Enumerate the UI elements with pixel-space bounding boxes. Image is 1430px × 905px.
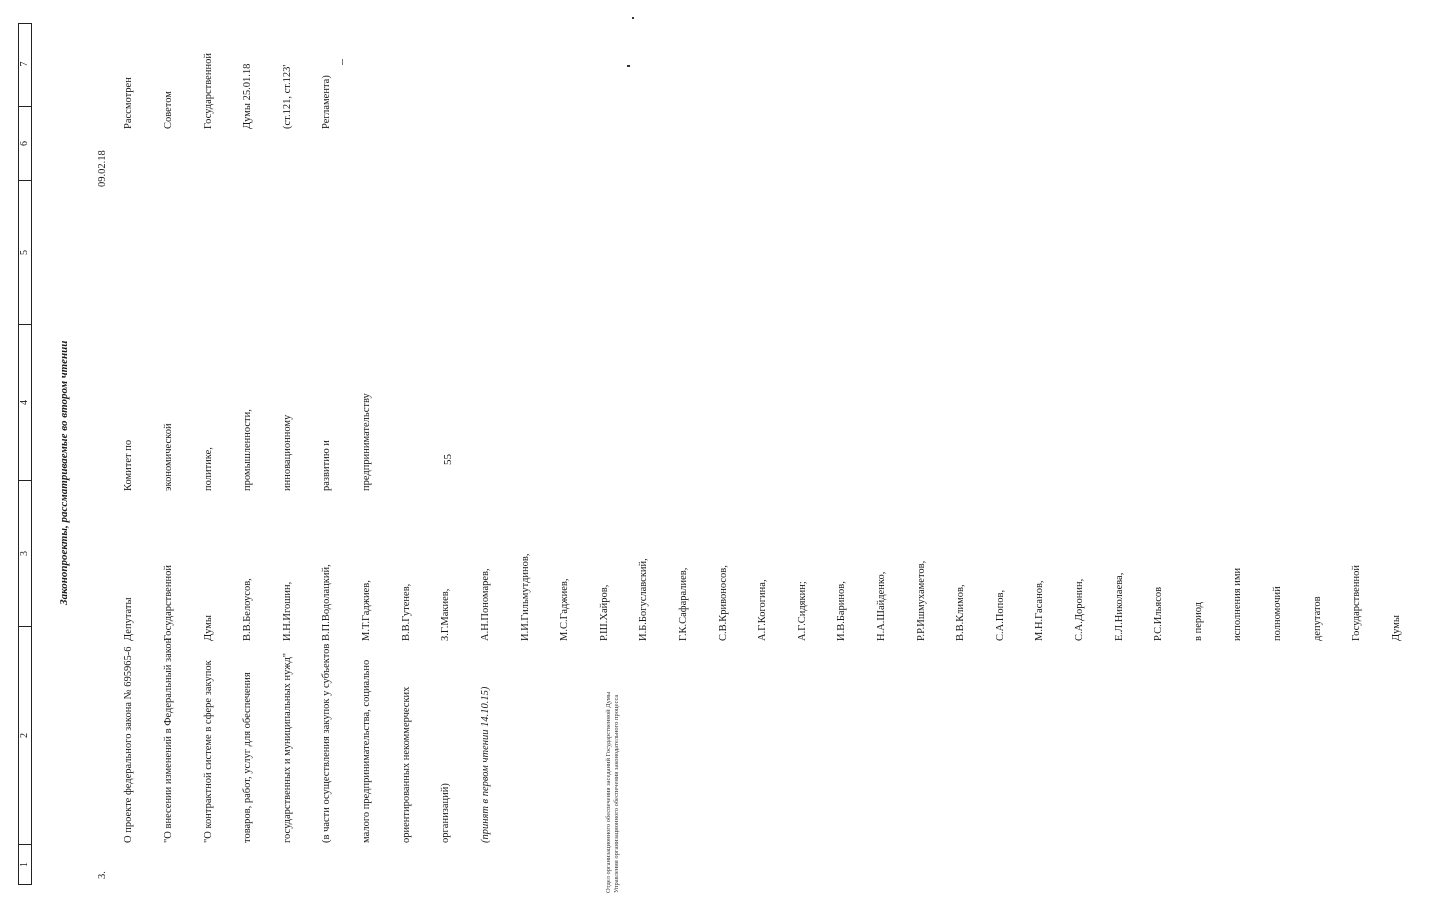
initiator-line: Н.А.Шайденко, <box>875 571 887 641</box>
row-number: 3. <box>97 871 108 879</box>
initiator-line: И.Б.Богуславский, <box>638 558 650 641</box>
committee-line: политике, <box>202 447 214 491</box>
status-line: (ст.121, ст.123' <box>281 64 293 129</box>
initiator-line: И.И.Гильмутдинов, <box>519 553 531 641</box>
initiator-line: С.В.Кривоносов, <box>717 565 729 641</box>
status-line: Государственной <box>202 53 214 129</box>
page-number: 55 <box>442 454 454 465</box>
initiator-line: И.В.Баринов, <box>836 581 848 641</box>
table-header-row <box>18 23 32 885</box>
status-line: Регламента) <box>321 75 333 129</box>
scan-speck <box>632 17 634 19</box>
bill-title-line: организаций) <box>440 783 452 843</box>
bill-title-line: О проекте федерального закона № 695965-6 <box>123 646 135 843</box>
status-note <box>96 53 360 129</box>
bill-title-line: (в части осуществления закупок у субъектов <box>321 643 333 843</box>
initiator-line: Р.Р.Ишмухаметов, <box>915 560 927 641</box>
initiator-line: Думы <box>202 615 214 641</box>
consideration-date: 09.02.18 <box>97 150 108 187</box>
initiator-line: Думы <box>1390 615 1402 641</box>
status-line: Советом <box>163 91 175 129</box>
committee-line: экономической <box>163 423 175 491</box>
committee-line: инновационному <box>281 414 293 491</box>
initiator-line: Р.Ш.Хайров, <box>598 584 610 641</box>
initiator-line: Государственной <box>163 565 175 641</box>
header-col-7: 7 <box>19 61 30 67</box>
initiator-line: И.Н.Игошин, <box>281 581 293 641</box>
header-col-2: 2 <box>19 626 31 844</box>
committee-line: промышленности, <box>242 409 254 491</box>
responsible-committee <box>96 393 400 491</box>
footer-line: Управления организационного обеспечения законодательного процесса <box>613 694 620 893</box>
header-col-3: 3 <box>19 480 31 626</box>
initiator-line: М.Т.Гаджиев, <box>361 580 373 641</box>
footer-line: Отдел организационного обеспечения заседаний Государственной Думы <box>605 691 612 893</box>
initiator-line: в период <box>1192 601 1204 641</box>
bill-title-line: государственных и муниципальных нужд" <box>281 652 293 843</box>
header-col-1: 1 <box>19 844 31 884</box>
initiator-line: С.А.Доронин, <box>1074 578 1086 641</box>
scan-speck <box>627 65 630 67</box>
initiator-line: Е.Л.Николаева, <box>1113 572 1125 641</box>
header-col-6: 6 <box>19 106 31 180</box>
header-col-4: 4 <box>19 324 31 480</box>
initiator-line: В.В.Белоусов, <box>242 578 254 641</box>
bill-title-line: "О контрактной системе в сфере закупок <box>202 660 214 843</box>
initiator-line: В.П.Водолацкий, <box>321 564 333 641</box>
status-line: Рассмотрен <box>123 77 135 129</box>
committee-line: предпринимательству <box>361 393 373 491</box>
committee-line: Комитет по <box>123 439 135 491</box>
bill-title-line: малого предпринимательства, социально <box>361 659 373 843</box>
initiator-line: Р.С.Ильясов <box>1153 586 1165 641</box>
initiator-line: В.В.Гутенев, <box>400 583 412 641</box>
initiator-line: С.А.Попов, <box>994 589 1006 641</box>
initiator-line: А.Н.Пономарев, <box>479 568 491 641</box>
bill-title-line: ориентированных некоммерческих <box>400 686 412 843</box>
initiator-line: депутатов <box>1311 596 1323 641</box>
initiator-line: М.Н.Гасанов, <box>1034 580 1046 641</box>
initiator-line: Г.К.Сафаралиев, <box>677 567 689 641</box>
bill-title <box>96 638 519 843</box>
status-line: Думы 25.01.18 <box>242 63 254 129</box>
initiator-line: В.В.Климов, <box>955 584 967 641</box>
initiator-line: Государственной <box>1351 565 1363 641</box>
bill-title-line: "О внесении изменений в Федеральный закон <box>163 637 175 843</box>
initiator-line: З.Г.Макиев, <box>440 588 452 641</box>
initiator-line: исполнения ими <box>1232 567 1244 641</box>
initiator-line: Депутаты <box>123 597 135 641</box>
bill-title-line: товаров, работ, услуг для обеспечения <box>242 672 254 843</box>
footer-note <box>605 692 621 893</box>
committee-line: развитию и <box>321 440 333 491</box>
initiator-line: полномочий <box>1272 586 1284 641</box>
bill-first-reading-note: (принят в первом чтении 14.10.15) <box>479 686 491 843</box>
section-title: Законопроекты, рассматриваемые во втором чтении <box>58 340 70 605</box>
header-col-5: 5 <box>19 180 31 324</box>
scan-speck <box>342 59 343 65</box>
initiator-line: А.Г.Сидякин; <box>796 581 808 641</box>
initiators-list <box>96 554 1430 642</box>
initiator-line: А.Г.Когогина, <box>757 579 769 641</box>
initiator-line: М.С.Гаджиев, <box>559 578 571 641</box>
